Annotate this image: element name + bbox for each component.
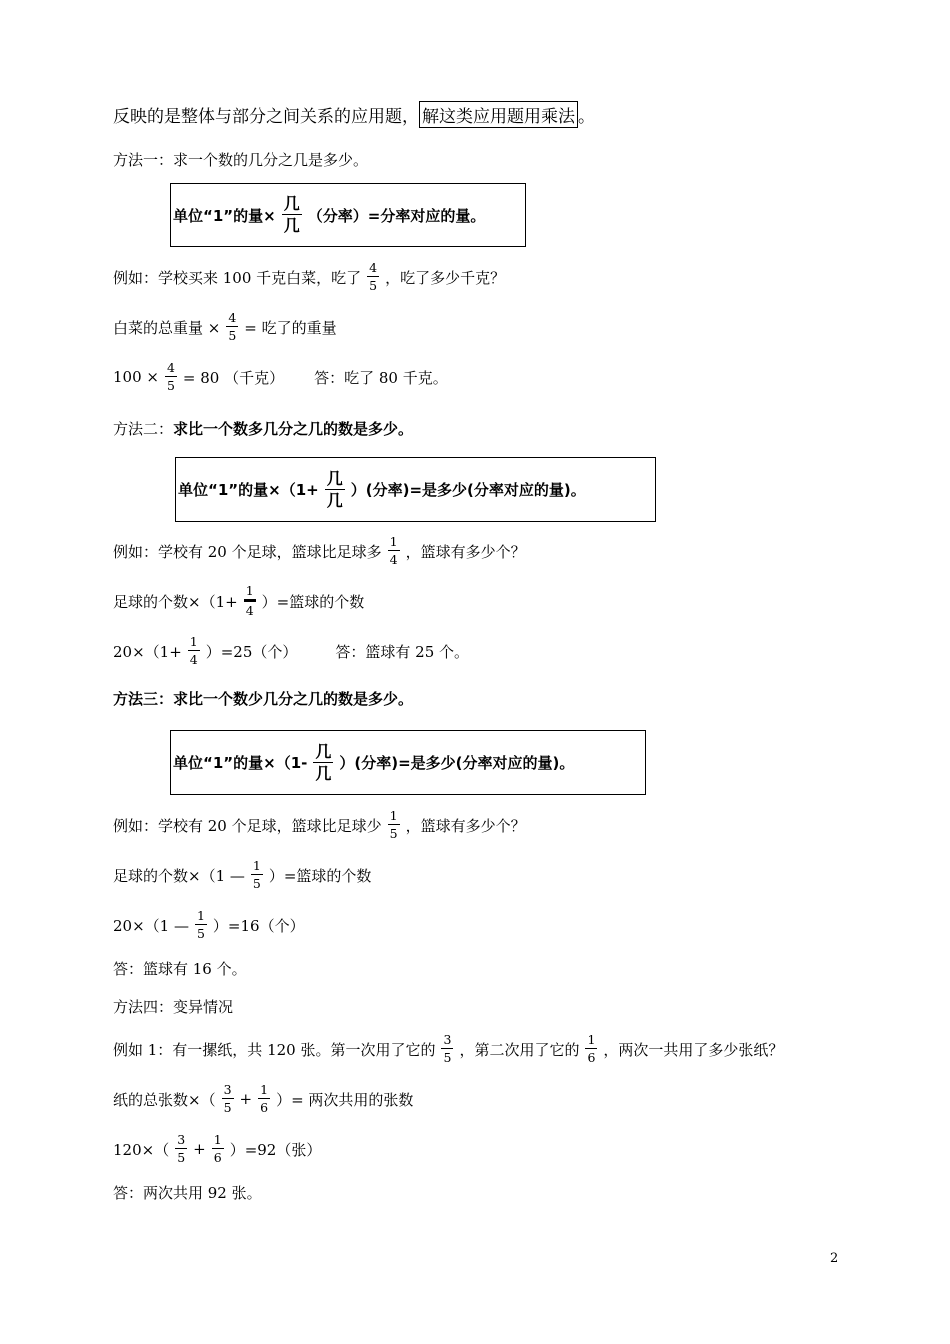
method3-formula-fraction (313, 741, 333, 783)
fraction-numerator: 1 (196, 907, 205, 923)
method3-calc-a: 20×（1 — (113, 916, 189, 935)
method3-example-fraction (388, 807, 400, 841)
fraction-numerator: 1 (389, 807, 398, 823)
fraction-numerator: 1 (252, 857, 261, 873)
fraction-denominator: 5 (252, 876, 261, 891)
method4-calc (113, 1128, 321, 1170)
method2-calc-fraction (188, 633, 200, 667)
fraction-numerator: 几 (283, 194, 300, 213)
method4-calc-fraction-2 (212, 1131, 224, 1165)
method3-relation-b: ）=篮球的个数 (268, 866, 372, 885)
method1-relation (113, 306, 337, 348)
method1-formula-box (170, 183, 526, 247)
method2-relation-b: ）=篮球的个数 (261, 592, 365, 611)
method1-example-fraction (367, 259, 379, 293)
method2-calc-a: 20×（1+ (113, 642, 182, 661)
method1-calc-b: = 80 （千克） (182, 368, 285, 387)
method4-calc-fraction-1 (175, 1131, 187, 1165)
method3-title: 方法三：求比一个数少几分之几的数是多少。 (113, 690, 414, 708)
fraction-denominator: 6 (213, 1150, 222, 1165)
fraction-numerator: 4 (228, 309, 237, 325)
fraction-denominator: 5 (369, 278, 378, 293)
fraction-denominator: 5 (177, 1150, 186, 1165)
fraction-denominator: 6 (260, 1100, 269, 1115)
fraction-numerator: 1 (587, 1031, 596, 1047)
method3-example-b: ，篮球有多少个？ (405, 816, 526, 835)
method2-calc-b: ）=25（个） (205, 642, 298, 661)
fraction-numerator: 3 (443, 1031, 452, 1047)
method4-example (113, 1028, 783, 1070)
method1-formula-b: （分率）=分率对应的量。 (307, 206, 486, 225)
fraction-denominator: 4 (389, 552, 398, 567)
method4-relation-a: 纸的总张数×（ (113, 1090, 216, 1109)
fraction-numerator: 几 (315, 741, 332, 761)
method1-formula-fraction (282, 196, 302, 234)
method1-calc (113, 356, 448, 398)
method4-relation-b: ）= 两次共用的张数 (276, 1090, 414, 1109)
fraction-denominator: 几 (283, 216, 300, 235)
method2-relation-a: 足球的个数×（1+ (113, 592, 238, 611)
method4-example-c: ，两次一共用了多少张纸？ (603, 1040, 784, 1059)
method2-calc (113, 630, 469, 672)
method2-relation (113, 580, 364, 622)
method1-example-b: ，吃了多少千克？ (385, 268, 506, 287)
method1-relation-fraction (226, 309, 238, 343)
fraction-denominator: 5 (223, 1100, 232, 1115)
method4-relation (113, 1078, 413, 1120)
method2-example-fraction (388, 533, 400, 567)
intro-boxed-text: 解这类应用题用乘法 (419, 101, 578, 128)
fraction-numerator: 1 (389, 533, 398, 549)
method4-example-fraction-1 (441, 1031, 453, 1065)
fraction-denominator: 4 (189, 652, 198, 667)
method1-example (113, 256, 505, 298)
page-number: 2 (830, 1251, 839, 1266)
method2-title-line (113, 418, 413, 439)
method3-formula-b: ）(分率)=是多少(分率对应的量)。 (339, 754, 575, 772)
method1-calc-a: 100 × (113, 368, 159, 386)
method4-calc-a: 120×（ (113, 1140, 170, 1159)
method2-formula-box (175, 457, 656, 522)
fraction-numerator: 4 (369, 259, 378, 275)
method1-relation-b: = 吃了的重量 (244, 318, 337, 337)
plus-sign: + (193, 1140, 206, 1158)
method2-relation-fraction (244, 582, 256, 618)
method3-formula-box (170, 730, 646, 795)
method2-example (113, 530, 526, 572)
method1-example-a: 例如：学校买来 100 千克白菜，吃了 (113, 268, 362, 287)
fraction-numerator: 4 (166, 359, 175, 375)
intro-end: 。 (578, 107, 595, 127)
method3-calc-b: ）=16（个） (212, 916, 305, 935)
method1-relation-a: 白菜的总重量 × (113, 318, 221, 337)
method3-calc (113, 904, 305, 946)
method2-formula-fraction (325, 468, 345, 510)
fraction-numerator: 1 (245, 582, 254, 598)
method3-calc-fraction (195, 907, 207, 941)
method4-title: 方法四：变异情况 (113, 998, 234, 1016)
fraction-denominator: 5 (389, 826, 398, 841)
method3-relation (113, 854, 371, 896)
fraction-denominator: 几 (326, 490, 343, 510)
method4-example-b: ，第二次用了它的 (459, 1040, 580, 1059)
fraction-denominator: 4 (244, 599, 256, 618)
fraction-denominator: 5 (228, 328, 237, 343)
method1-answer: 答：吃了 80 千克。 (314, 368, 448, 387)
fraction-numerator: 3 (177, 1131, 186, 1147)
method3-example (113, 804, 526, 846)
fraction-denominator: 6 (587, 1050, 596, 1065)
method3-relation-fraction (251, 857, 263, 891)
fraction-denominator: 几 (315, 763, 332, 783)
method2-title: 求比一个数多几分之几的数是多少。 (173, 420, 414, 438)
method2-answer: 答：篮球有 25 个。 (335, 642, 470, 661)
method1-title: 方法一：求一个数的几分之几是多少。 (113, 151, 369, 169)
method3-relation-a: 足球的个数×（1 — (113, 866, 245, 885)
method3-answer: 答：篮球有 16 个。 (113, 960, 247, 978)
method4-calc-b: ）=92（张） (229, 1140, 322, 1159)
method2-formula-b: ）(分率)=是多少(分率对应的量)。 (350, 481, 586, 499)
method4-example-fraction-2 (585, 1031, 597, 1065)
fraction-denominator: 5 (196, 926, 205, 941)
fraction-denominator: 5 (443, 1050, 452, 1065)
plus-sign: + (239, 1090, 253, 1108)
method4-answer: 答：两次共用 92 张。 (113, 1184, 262, 1202)
method1-calc-fraction (165, 359, 177, 393)
method1-formula-a: 单位“1”的量× (173, 206, 276, 225)
fraction-numerator: 1 (213, 1131, 222, 1147)
method4-example-a: 例如 1：有一摞纸，共 120 张。第一次用了它的 (113, 1040, 436, 1059)
fraction-numerator: 1 (260, 1081, 269, 1097)
fraction-denominator: 5 (166, 378, 175, 393)
fraction-numerator: 1 (189, 633, 198, 649)
method2-example-b: ，篮球有多少个？ (405, 542, 526, 561)
method2-label: 方法二： (113, 420, 174, 438)
method4-relation-fraction-2 (258, 1081, 270, 1115)
fraction-numerator: 几 (326, 468, 343, 488)
intro-text: 反映的是整体与部分之间关系的应用题， (113, 107, 419, 127)
method3-formula-a: 单位“1”的量×（1- (173, 754, 308, 772)
intro-line (113, 101, 595, 128)
fraction-numerator: 3 (223, 1081, 232, 1097)
method4-relation-fraction-1 (222, 1081, 234, 1115)
method3-example-a: 例如：学校有 20 个足球，篮球比足球少 (113, 816, 382, 835)
method2-example-a: 例如：学校有 20 个足球，篮球比足球多 (113, 542, 382, 561)
method2-formula-a: 单位“1”的量×（1+ (178, 481, 319, 499)
